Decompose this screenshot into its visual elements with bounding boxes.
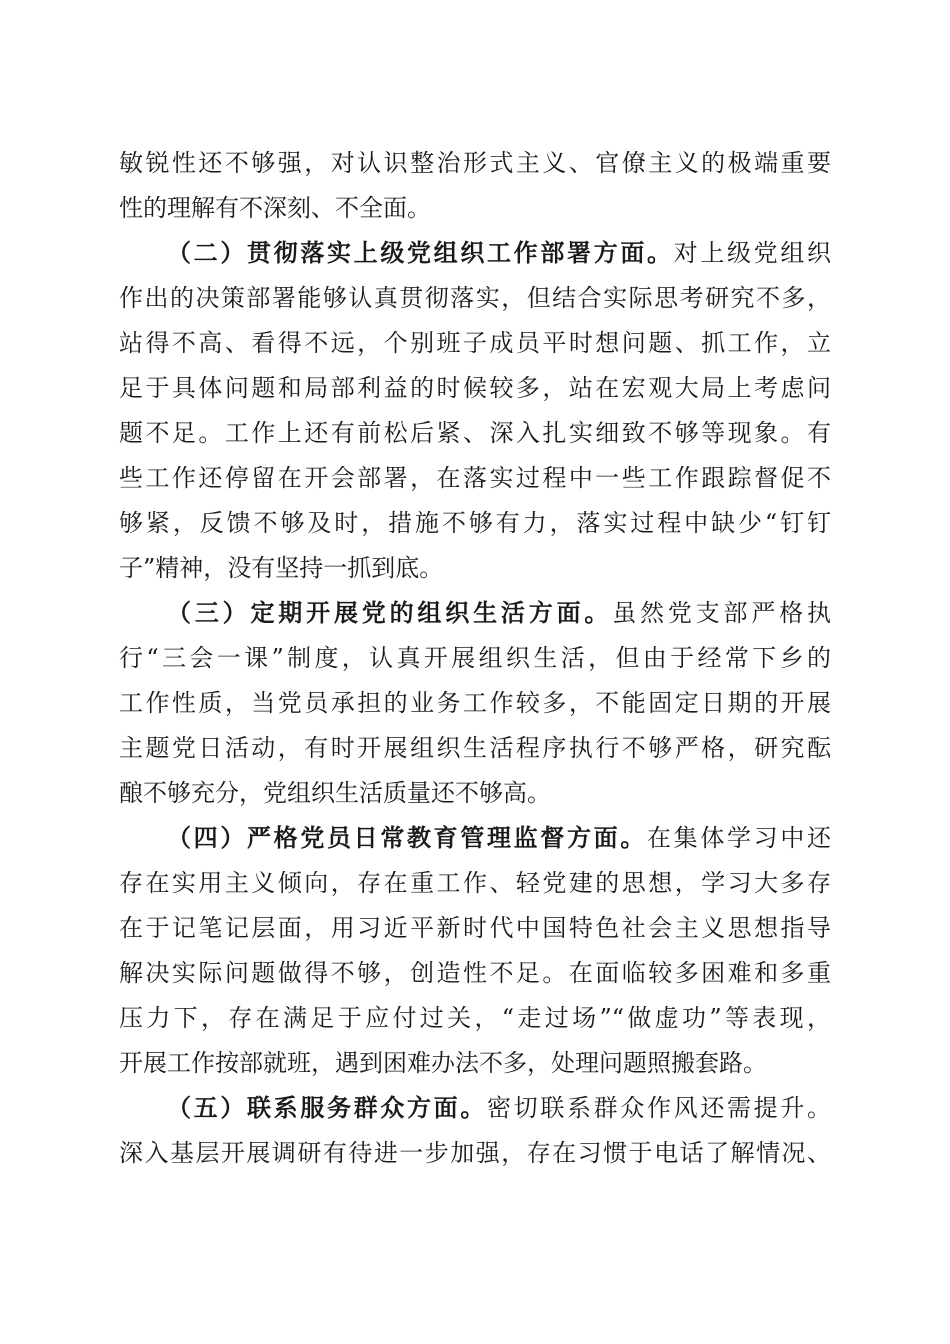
body-text-line: 子”精神，没有坚持一抓到底。 xyxy=(119,554,444,582)
section-heading: （二）贯彻落实上级党组织工作部署方面。 xyxy=(167,239,674,267)
paragraph-first-line xyxy=(167,1088,831,1128)
body-text-line: 行“三会一课”制度，认真开展组织生活，但由于经常下乡的 xyxy=(119,644,831,672)
body-text-line: 压力下，存在满足于应付过关，“走过场”“做虚功”等表现， xyxy=(119,1004,831,1032)
body-text-line: 敏锐性还不够强，对认识整治形式主义、官僚主义的极端重要 xyxy=(119,149,831,177)
body-text: 虽然党支部严格执 xyxy=(612,599,832,627)
body-text-line: 够紧，反馈不够及时，措施不够有力，落实过程中缺少“钉钉 xyxy=(119,509,831,537)
section-heading: （四）严格党员日常教育管理监督方面。 xyxy=(167,824,647,852)
section-heading: （五）联系服务群众方面。 xyxy=(167,1094,487,1122)
body-text-line: 深入基层开展调研有待进一步加强，存在习惯于电话了解情况、 xyxy=(119,1139,831,1167)
paragraph-first-line xyxy=(167,593,831,633)
body-text-line: 足于具体问题和局部利益的时候较多，站在宏观大局上考虑问 xyxy=(119,374,831,402)
body-text: 对上级党组织 xyxy=(673,239,832,267)
body-text-line: 作出的决策部署能够认真贯彻落实，但结合实际思考研究不多， xyxy=(119,284,831,312)
body-text-line: 主题党日活动，有时开展组织生活程序执行不够严格，研究酝 xyxy=(119,734,831,762)
body-text-line: 站得不高、看得不远，个别班子成员平时想问题、抓工作，立 xyxy=(119,329,831,357)
body-text-line: 存在实用主义倾向，存在重工作、轻党建的思想，学习大多存 xyxy=(119,869,831,897)
body-text-line: 在于记笔记层面，用习近平新时代中国特色社会主义思想指导 xyxy=(119,914,831,942)
paragraph-first-line xyxy=(167,818,831,858)
paragraph-first-line xyxy=(167,233,831,273)
body-text: 在集体学习中还 xyxy=(647,824,831,852)
body-text-line: 工作性质，当党员承担的业务工作较多，不能固定日期的开展 xyxy=(119,689,831,717)
body-text: 密切联系群众作风还需提升。 xyxy=(487,1094,831,1122)
body-text-line: 开展工作按部就班，遇到困难办法不多，处理问题照搬套路。 xyxy=(119,1049,767,1077)
section-heading: （三）定期开展党的组织生活方面。 xyxy=(167,599,613,627)
body-text-line: 题不足。工作上还有前松后紧、深入扎实细致不够等现象。有 xyxy=(119,419,831,447)
body-text-line: 性的理解有不深刻、不全面。 xyxy=(119,194,431,222)
body-text-line: 酿不够充分，党组织生活质量还不够高。 xyxy=(119,779,551,807)
body-text-line: 些工作还停留在开会部署，在落实过程中一些工作跟踪督促不 xyxy=(119,464,831,492)
body-text-line: 解决实际问题做得不够，创造性不足。在面临较多困难和多重 xyxy=(119,959,831,987)
